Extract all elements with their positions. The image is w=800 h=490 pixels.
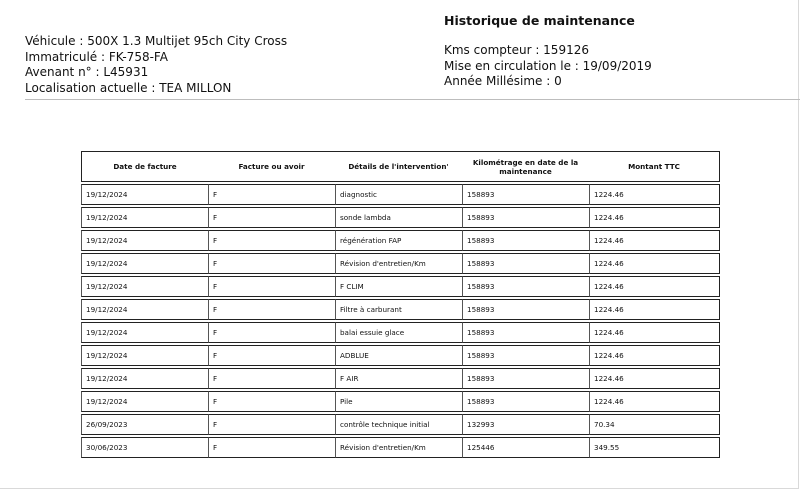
vintage-year: Année Millésime : 0 — [444, 74, 562, 88]
cell-invoice-type: F — [208, 391, 335, 412]
cell-intervention: Révision d'entretien/Km — [335, 253, 462, 274]
cell-mileage: 158893 — [462, 368, 589, 389]
cell-amount: 1224.46 — [589, 184, 720, 205]
cell-invoice-type: F — [208, 207, 335, 228]
cell-amount: 70.34 — [589, 414, 720, 435]
mileage: Kms compteur : 159126 — [444, 43, 589, 57]
cell-mileage: 158893 — [462, 276, 589, 297]
table-row — [81, 437, 720, 458]
first-registration-date: Mise en circulation le : 19/09/2019 — [444, 58, 652, 73]
cell-date: 30/06/2023 — [81, 437, 208, 458]
cell-amount: 1224.46 — [589, 368, 720, 389]
vehicle-registration: Immatriculé : FK-758-FA — [25, 49, 168, 64]
cell-date: 19/12/2024 — [81, 391, 208, 412]
cell-date: 19/12/2024 — [81, 253, 208, 274]
cell-intervention: contrôle technique initial — [335, 414, 462, 435]
cell-amount: 349.55 — [589, 437, 720, 458]
cell-date: 19/12/2024 — [81, 322, 208, 343]
cell-amount: 1224.46 — [589, 253, 720, 274]
table-row — [81, 322, 720, 343]
vehicle-amendment: Avenant n° : L45931 — [25, 65, 149, 79]
cell-date: 19/12/2024 — [81, 230, 208, 251]
cell-invoice-type: F — [208, 437, 335, 458]
table-row — [81, 253, 720, 274]
cell-amount: 1224.46 — [589, 322, 720, 343]
cell-amount: 1224.46 — [589, 207, 720, 228]
cell-date: 26/09/2023 — [81, 414, 208, 435]
table-row — [81, 391, 720, 412]
cell-date: 19/12/2024 — [81, 207, 208, 228]
column-header-date: Date de facture — [81, 151, 208, 182]
cell-invoice-type: F — [208, 299, 335, 320]
cell-invoice-type: F — [208, 322, 335, 343]
cell-intervention: F AIR — [335, 368, 462, 389]
cell-invoice-type: F — [208, 253, 335, 274]
cell-mileage: 132993 — [462, 414, 589, 435]
vehicle-model: Véhicule : 500X 1.3 Multijet 95ch City Cross — [25, 34, 288, 48]
cell-invoice-type: F — [208, 368, 335, 389]
header-divider — [25, 99, 800, 100]
cell-mileage: 158893 — [462, 322, 589, 343]
table-row — [81, 299, 720, 320]
cell-invoice-type: F — [208, 414, 335, 435]
cell-amount: 1224.46 — [589, 299, 720, 320]
cell-amount: 1224.46 — [589, 345, 720, 366]
cell-intervention: ADBLUE — [335, 345, 462, 366]
table-row — [81, 345, 720, 366]
table-row — [81, 184, 720, 205]
cell-intervention: régénération FAP — [335, 230, 462, 251]
cell-date: 19/12/2024 — [81, 276, 208, 297]
cell-date: 19/12/2024 — [81, 368, 208, 389]
table-row — [81, 230, 720, 251]
table-row — [81, 276, 720, 297]
page-title: Historique de maintenance — [444, 13, 635, 28]
vehicle-info — [25, 34, 287, 96]
cell-intervention: Pile — [335, 391, 462, 412]
vehicle-location: Localisation actuelle : TEA MILLON — [25, 80, 232, 95]
cell-amount: 1224.46 — [589, 230, 720, 251]
cell-invoice-type: F — [208, 230, 335, 251]
cell-intervention: Révision d'entretien/Km — [335, 437, 462, 458]
cell-date: 19/12/2024 — [81, 299, 208, 320]
table-row — [81, 207, 720, 228]
column-header-amount: Montant TTC — [589, 151, 720, 182]
vehicle-meta — [444, 43, 652, 90]
cell-mileage: 158893 — [462, 345, 589, 366]
cell-mileage: 158893 — [462, 391, 589, 412]
cell-mileage: 125446 — [462, 437, 589, 458]
maintenance-table — [81, 149, 720, 460]
cell-intervention: Filtre à carburant — [335, 299, 462, 320]
cell-mileage: 158893 — [462, 230, 589, 251]
column-header-details: Détails de l'intervention' — [335, 151, 462, 182]
column-header-type: Facture ou avoir — [208, 151, 335, 182]
cell-invoice-type: F — [208, 184, 335, 205]
cell-mileage: 158893 — [462, 184, 589, 205]
cell-invoice-type: F — [208, 345, 335, 366]
cell-mileage: 158893 — [462, 207, 589, 228]
column-header-mileage: Kilométrage en date de la maintenance — [462, 151, 589, 182]
cell-date: 19/12/2024 — [81, 345, 208, 366]
cell-date: 19/12/2024 — [81, 184, 208, 205]
cell-invoice-type: F — [208, 276, 335, 297]
cell-amount: 1224.46 — [589, 276, 720, 297]
cell-intervention: diagnostic — [335, 184, 462, 205]
cell-intervention: F CLIM — [335, 276, 462, 297]
cell-amount: 1224.46 — [589, 391, 720, 412]
table-header-row — [81, 151, 720, 182]
table-row — [81, 368, 720, 389]
cell-mileage: 158893 — [462, 253, 589, 274]
cell-mileage: 158893 — [462, 299, 589, 320]
table-row — [81, 414, 720, 435]
cell-intervention: sonde lambda — [335, 207, 462, 228]
cell-intervention: balai essuie glace — [335, 322, 462, 343]
